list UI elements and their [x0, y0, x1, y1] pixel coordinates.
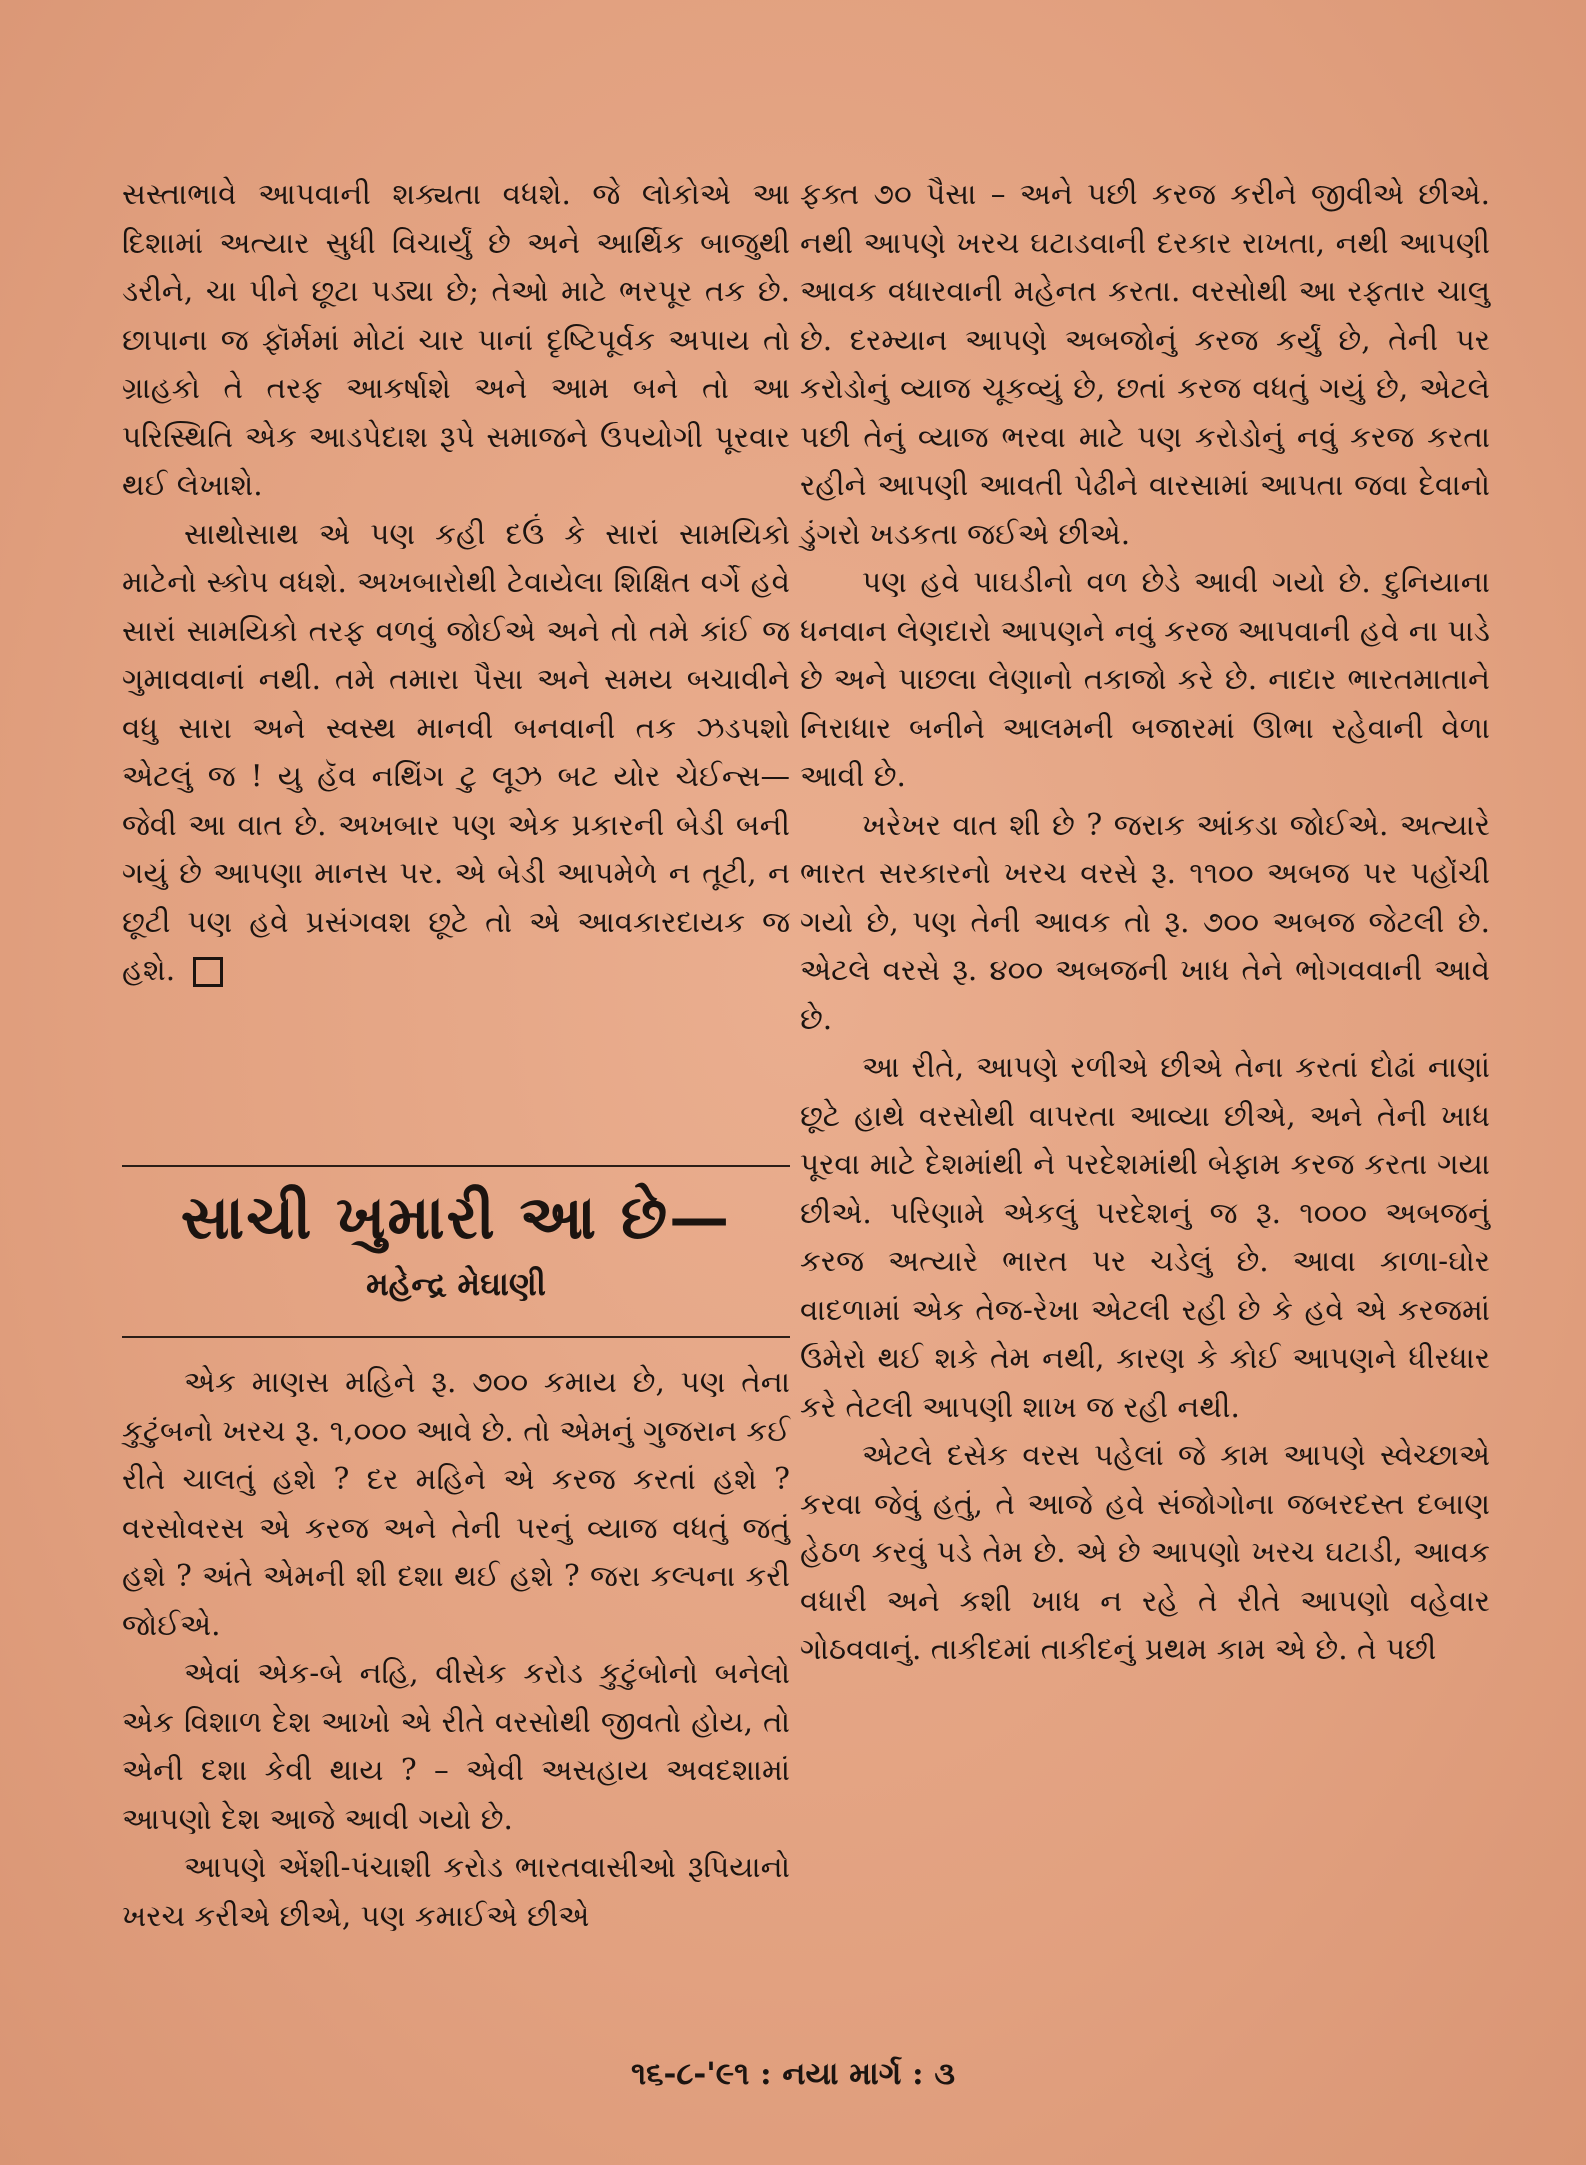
left-column: [122, 170, 790, 995]
title-rule-top: [122, 1165, 790, 1167]
article-author: મહેન્દ્ર મેઘાણી: [366, 1265, 546, 1303]
intro-paragraph-2: [122, 510, 790, 995]
article-body-right: [800, 170, 1490, 1674]
title-rule-bottom: [122, 1336, 790, 1338]
article-paragraph: આપણે એંશી-પંચાશી કરોડ ભારતવાસીઓ રૂપિયાનો ખરચ કરીએ છીએ, પણ કમાઈએ છીએ: [122, 1850, 790, 1933]
article-paragraph: આ રીતે, આપણે રળીએ છીએ તેના કરતાં દોઢાં નાણાં છૂટે હાથે વરસોથી વાપરતા આવ્યા છીએ, અને તેની ખાધ પૂરવા માટે દેશમાંથી ને પરદેશમાંથી બેફામ કરજ કરતા ગયા છીએ. પરિણામે એકલું પરદેશનું જ રૂ. ૧૦૦૦ અબજનું કરજ અત્યારે ભારત પર ચડેલું છે. આવા કાળા-ઘોર વાદળામાં એક તેજ-રેખા એટલી રહી છે કે હવે એ કરજમાં ઉમેરો થઈ શકે તેમ નથી, કારણ કે કોઈ આપણને ધીરધાર કરે તેટલી આપણી શાખ જ રહી નથી.: [800, 1050, 1490, 1424]
article-paragraph: એટલે દસેક વરસ પહેલાં જે કામ આપણે સ્વેચ્છાએ કરવા જેવું હતું, તે આજે હવે સંજોગોના જબરદસ્ત દબાણ હેઠળ કરવું પડે તેમ છે. એ છે આપણો ખરચ ઘટાડી, આવક વધારી અને કશી ખાધ ન રહે તે રીતે આપણો વહેવાર ગોઠવવાનું. તાકીદમાં તાકીદનું પ્રથમ કામ એ છે. તે પછી: [800, 1438, 1490, 1666]
article-paragraph: એક માણસ મહિને રૂ. ૭૦૦ કમાય છે, પણ તેના કુટુંબનો ખરચ રૂ. ૧,૦૦૦ આવે છે. તો એમનું ગુજરાન કઈ રીતે ચાલતું હશે ? દર મહિને એ કરજ કરતાં હશે ? વરસોવરસ એ કરજ અને તેની પરનું વ્યાજ વધતું જતું હશે ? અંતે એમની શી દશા થઈ હશે ? જરા કલ્પના કરી જોઈએ.: [122, 1365, 790, 1642]
article-paragraph: પણ હવે પાઘડીનો વળ છેડે આવી ગયો છે. દુનિયાના ધનવાન લેણદારો આપણને નવું કરજ આપવાની હવે ના પાડે છે અને પાછલા લેણાનો તકાજો કરે છે. નાદાર ભારતમાતાને નિરાધાર બનીને આલમની બજારમાં ઊભા રહેવાની વેળા આવી છે.: [800, 565, 1490, 793]
article-paragraph: ખરેખર વાત શી છે ? જરાક આંકડા જોઈએ. અત્યારે ભારત સરકારનો ખરચ વરસે રૂ. ૧૧૦૦ અબજ પર પહોંચી ગયો છે, પણ તેની આવક તો રૂ. ૭૦૦ અબજ જેટલી છે. એટલે વરસે રૂ. ૪૦૦ અબજની ખાધ તેને ભોગવવાની આવે છે.: [800, 807, 1490, 1036]
article-paragraph: એવાં એક-બે નહિ, વીસેક કરોડ કુટુંબોનો બનેલો એક વિશાળ દેશ આખો એ રીતે વરસોથી જીવતો હોય, તો એની દશા કેવી થાય ? – એવી અસહાય અવદશામાં આપણો દેશ આજે આવી ગયો છે.: [122, 1656, 790, 1836]
page-footer: ૧૬-૮-'૯૧ : નયા માર્ગ : ૩: [630, 2056, 956, 2092]
article-body-left: [122, 1358, 790, 1940]
article-paragraph: ફક્ત ૭૦ પૈસા – અને પછી કરજ કરીને જીવીએ છીએ. નથી આપણે ખરચ ઘટાડવાની દરકાર રાખતા, નથી આપણી આવક વધારવાની મહેનત કરતા. વરસોથી આ રફતાર ચાલુ છે. દરમ્યાન આપણે અબજોનું કરજ કર્યું છે, તેની પર કરોડોનું વ્યાજ ચૂકવ્યું છે, છતાં કરજ વધતું ગયું છે, એટલે પછી તેનું વ્યાજ ભરવા માટે પણ કરોડોનું નવું કરજ કરતા રહીને આપણી આવતી પેઢીને વારસામાં આપતા જવા દેવાનો ડુંગરો ખડકતા જઈએ છીએ.: [800, 177, 1490, 551]
end-of-article-box-icon: [193, 957, 223, 987]
intro-paragraph-2-text: સાથોસાથ એ પણ કહી દઉં કે સારાં સામયિકો માટેનો સ્કોપ વધશે. અખબારોથી ટેવાયેલા શિક્ષિત વર્ગે હવે સારાં સામયિકો તરફ વળવું જોઈએ અને તો તમે કાંઈ જ ગુમાવવાનાં નથી. તમે તમારા પૈસા અને સમય બચાવીને વધુ સારા અને સ્વસ્થ માનવી બનવાની તક ઝડપશો એટલું જ ! યુ હૅવ નથિંગ ટુ લૂઝ બટ યોર ચેઈન્સ— જેવી આ વાત છે. અખબાર પણ એક પ્રકારની બેડી બની ગયું છે આપણા માનસ પર. એ બેડી આપમેળે ન તૂટી, ન છૂટી પણ હવે પ્રસંગવશ છૂટે તો એ આવકારદાયક જ હશે.: [122, 516, 790, 987]
intro-paragraph-1: સસ્તાભાવે આપવાની શક્યતા વધશે. જે લોકોએ આ દિશામાં અત્યાર સુધી વિચાર્યું છે અને આર્થિક બાજુથી ડરીને, ચા પીને છૂટા પડ્યા છે; તેઓ માટે ભરપૂર તક છે. છાપાના જ ફૉર્મમાં મોટાં ચાર પાનાં દૃષ્ટિપૂર્વક અપાય તો ગ્રાહકો તે તરફ આકર્ષાશે અને આમ બને તો આ પરિસ્થિતિ એક આડપેદાશ રૂપે સમાજને ઉપયોગી પૂરવાર થઈ લેખાશે.: [122, 177, 790, 502]
article-title: સાચી ખુમારી આ છે—: [180, 1183, 732, 1253]
